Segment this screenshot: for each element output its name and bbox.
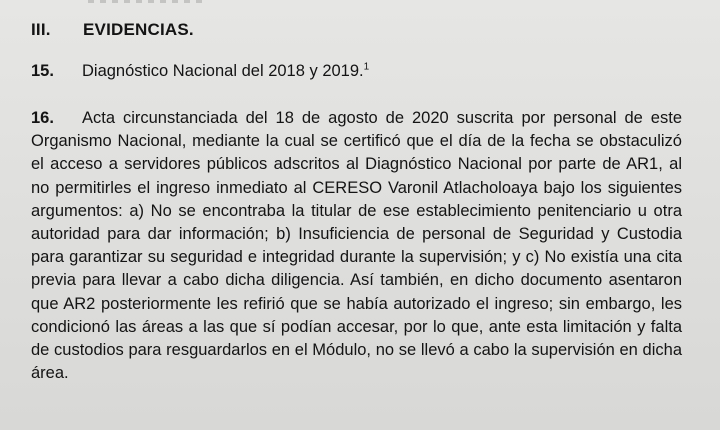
paragraph-16 [31,107,682,385]
paragraph-16-number: 16. [31,109,54,127]
section-title: EVIDENCIAS. [83,20,194,39]
paragraph-16-text: Acta circunstanciada del 18 de agosto de 2020 suscrita por personal de este Organismo Nacional, mediante la cual se certificó que el día de la fecha se obstaculizó el acceso a servidores públicos adscritos al Diagnóstico Nacional por parte de AR1, al no permitirles el ingreso inmediato al CERESO Varonil Atlacholoaya bajo los siguientes argumentos: a) No se encontraba la titular de ese establecimiento penitenciario u otra autoridad para dar información; b) Insuficiencia de personal de Seguridad y Custodia para garantizar su seguridad e integridad durante la supervisión; y c) No existía una cita previa para llevar a cabo dicha diligencia. Así también, en dicho documento asentaron que AR2 posteriormente les refirió que se había autorizado el ingreso; sin embargo, les condicionó las áreas a las que sí podían accesar, por lo que, ante esta limitación y falta de custodios para resguardarlos en el Módulo, no se llevó a cabo la supervisión en dicha área. [31,109,682,383]
paragraph-15-number: 15. [31,62,54,80]
paragraph-15 [31,62,369,81]
scan-edge-artifact [88,0,208,3]
footnote-marker: 1 [363,61,370,73]
paragraph-15-text: Diagnóstico Nacional del 2018 y 2019. [82,62,364,80]
section-heading [31,20,194,40]
section-number: III. [31,20,51,39]
